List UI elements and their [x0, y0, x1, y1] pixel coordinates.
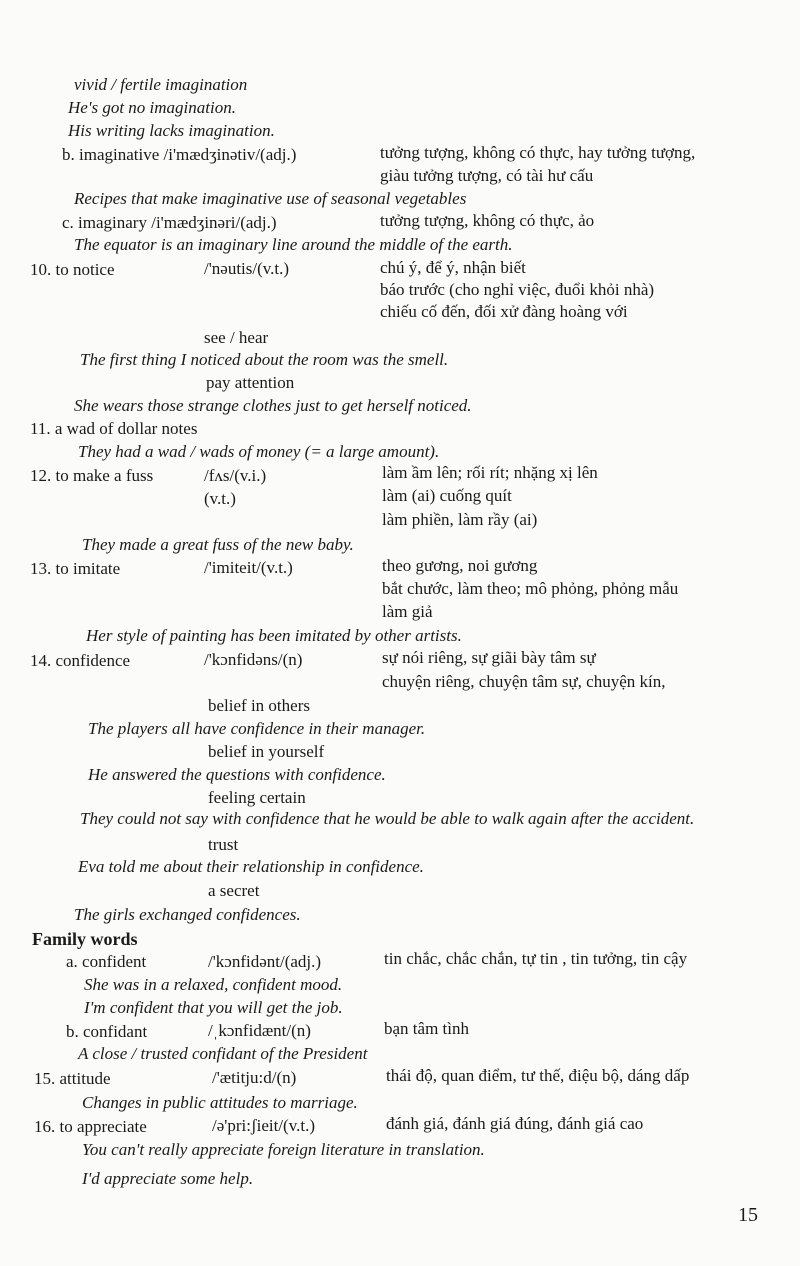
- doc-line: pay attention: [206, 373, 295, 392]
- doc-line: feeling certain: [208, 788, 306, 807]
- doc-line: /fʌs/(v.i.): [204, 466, 267, 485]
- doc-line: tin chắc, chắc chắn, tự tin , tin tưởng, tin cậy: [384, 949, 688, 968]
- doc-line: /ə'pri:ʃieit/(v.t.): [212, 1116, 315, 1135]
- doc-line: He answered the questions with confidence.: [88, 765, 386, 784]
- doc-line: chuyện riêng, chuyện tâm sự, chuyện kín,: [382, 672, 666, 691]
- doc-line: chiếu cố đến, đối xử đàng hoàng với: [380, 302, 628, 321]
- doc-line: giàu tưởng tượng, có tài hư cấu: [380, 166, 594, 185]
- doc-line: tưởng tượng, không có thực, ảo: [380, 211, 595, 230]
- doc-line: She was in a relaxed, confident mood.: [84, 975, 343, 994]
- page-number: 15: [738, 1204, 758, 1226]
- doc-line: trust: [208, 835, 239, 854]
- doc-line: /'ætitju:d/(n): [212, 1068, 297, 1087]
- doc-line: 10. to notice: [30, 260, 115, 279]
- doc-line: They made a great fuss of the new baby.: [82, 535, 354, 554]
- doc-line: belief in others: [208, 696, 310, 715]
- doc-line: a. confident: [66, 952, 147, 971]
- doc-line: I'd appreciate some help.: [82, 1169, 254, 1188]
- doc-line: They could not say with confidence that he would be able to walk again after the accident.: [80, 809, 695, 828]
- doc-line: 11. a wad of dollar notes: [30, 419, 198, 438]
- doc-line: /'kɔnfidənt/(adj.): [208, 952, 322, 971]
- doc-line: 16. to appreciate: [34, 1117, 147, 1136]
- doc-line: bắt chước, làm theo; mô phỏng, phỏng mẫu: [382, 579, 679, 598]
- doc-line: a secret: [208, 881, 260, 900]
- doc-line: 15. attitude: [34, 1069, 111, 1088]
- doc-line: c. imaginary /i'mædʒinəri/(adj.): [62, 213, 277, 232]
- doc-line: He's got no imagination.: [68, 98, 236, 117]
- doc-line: Recipes that make imaginative use of seasonal vegetables: [74, 189, 467, 208]
- doc-line: làm giả: [382, 602, 433, 621]
- doc-line: theo gương, noi gương: [382, 556, 538, 575]
- doc-line: Her style of painting has been imitated by other artists.: [86, 626, 462, 645]
- doc-line: thái độ, quan điểm, tư thế, điệu bộ, dáng dấp: [386, 1066, 690, 1085]
- doc-line: belief in yourself: [208, 742, 325, 761]
- doc-line: vivid / fertile imagination: [74, 75, 248, 94]
- doc-line: 13. to imitate: [30, 559, 121, 578]
- doc-line: /ˌkɔnfidænt/(n): [208, 1021, 311, 1040]
- doc-line: 14. confidence: [30, 651, 131, 670]
- doc-line: làm ầm lên; rối rít; nhặng xị lên: [382, 463, 598, 482]
- doc-line: A close / trusted confidant of the President: [78, 1044, 368, 1063]
- doc-line: làm (ai) cuống quít: [382, 486, 512, 505]
- doc-line: tưởng tượng, không có thực, hay tưởng tượng,: [380, 143, 696, 162]
- doc-line: bạn tâm tình: [384, 1019, 469, 1038]
- doc-line: Changes in public attitudes to marriage.: [82, 1093, 358, 1112]
- doc-line: She wears those strange clothes just to get herself noticed.: [74, 396, 472, 415]
- doc-line: see / hear: [204, 328, 269, 347]
- doc-line: Eva told me about their relationship in confidence.: [78, 857, 424, 876]
- doc-line: They had a wad / wads of money (= a large amount).: [78, 442, 440, 461]
- doc-line: I'm confident that you will get the job.: [84, 998, 343, 1017]
- doc-line: The players all have confidence in their manager.: [88, 719, 426, 738]
- doc-line: báo trước (cho nghỉ việc, đuổi khỏi nhà): [380, 280, 655, 299]
- doc-line: /'imiteit/(v.t.): [204, 558, 293, 577]
- doc-line: You can't really appreciate foreign literature in translation.: [82, 1140, 485, 1159]
- doc-line: His writing lacks imagination.: [68, 121, 275, 140]
- doc-line: b. imaginative /i'mædʒinətiv/(adj.): [62, 145, 297, 164]
- doc-line: /'nəutis/(v.t.): [204, 259, 290, 278]
- doc-line: The girls exchanged confidences.: [74, 905, 301, 924]
- doc-line: b. confidant: [66, 1022, 148, 1041]
- doc-line: The equator is an imaginary line around the middle of the earth.: [74, 235, 513, 254]
- doc-line: (v.t.): [204, 489, 236, 508]
- doc-line: /'kɔnfidəns/(n): [204, 650, 303, 669]
- doc-line: chú ý, để ý, nhận biết: [380, 258, 526, 277]
- doc-line: đánh giá, đánh giá đúng, đánh giá cao: [386, 1114, 644, 1133]
- section-heading: Family words: [32, 929, 138, 949]
- doc-line: làm phiền, làm rầy (ai): [382, 510, 538, 529]
- doc-line: 12. to make a fuss: [30, 466, 154, 485]
- doc-line: sự nói riêng, sự giãi bày tâm sự: [382, 648, 596, 667]
- doc-line: The first thing I noticed about the room was the smell.: [80, 350, 449, 369]
